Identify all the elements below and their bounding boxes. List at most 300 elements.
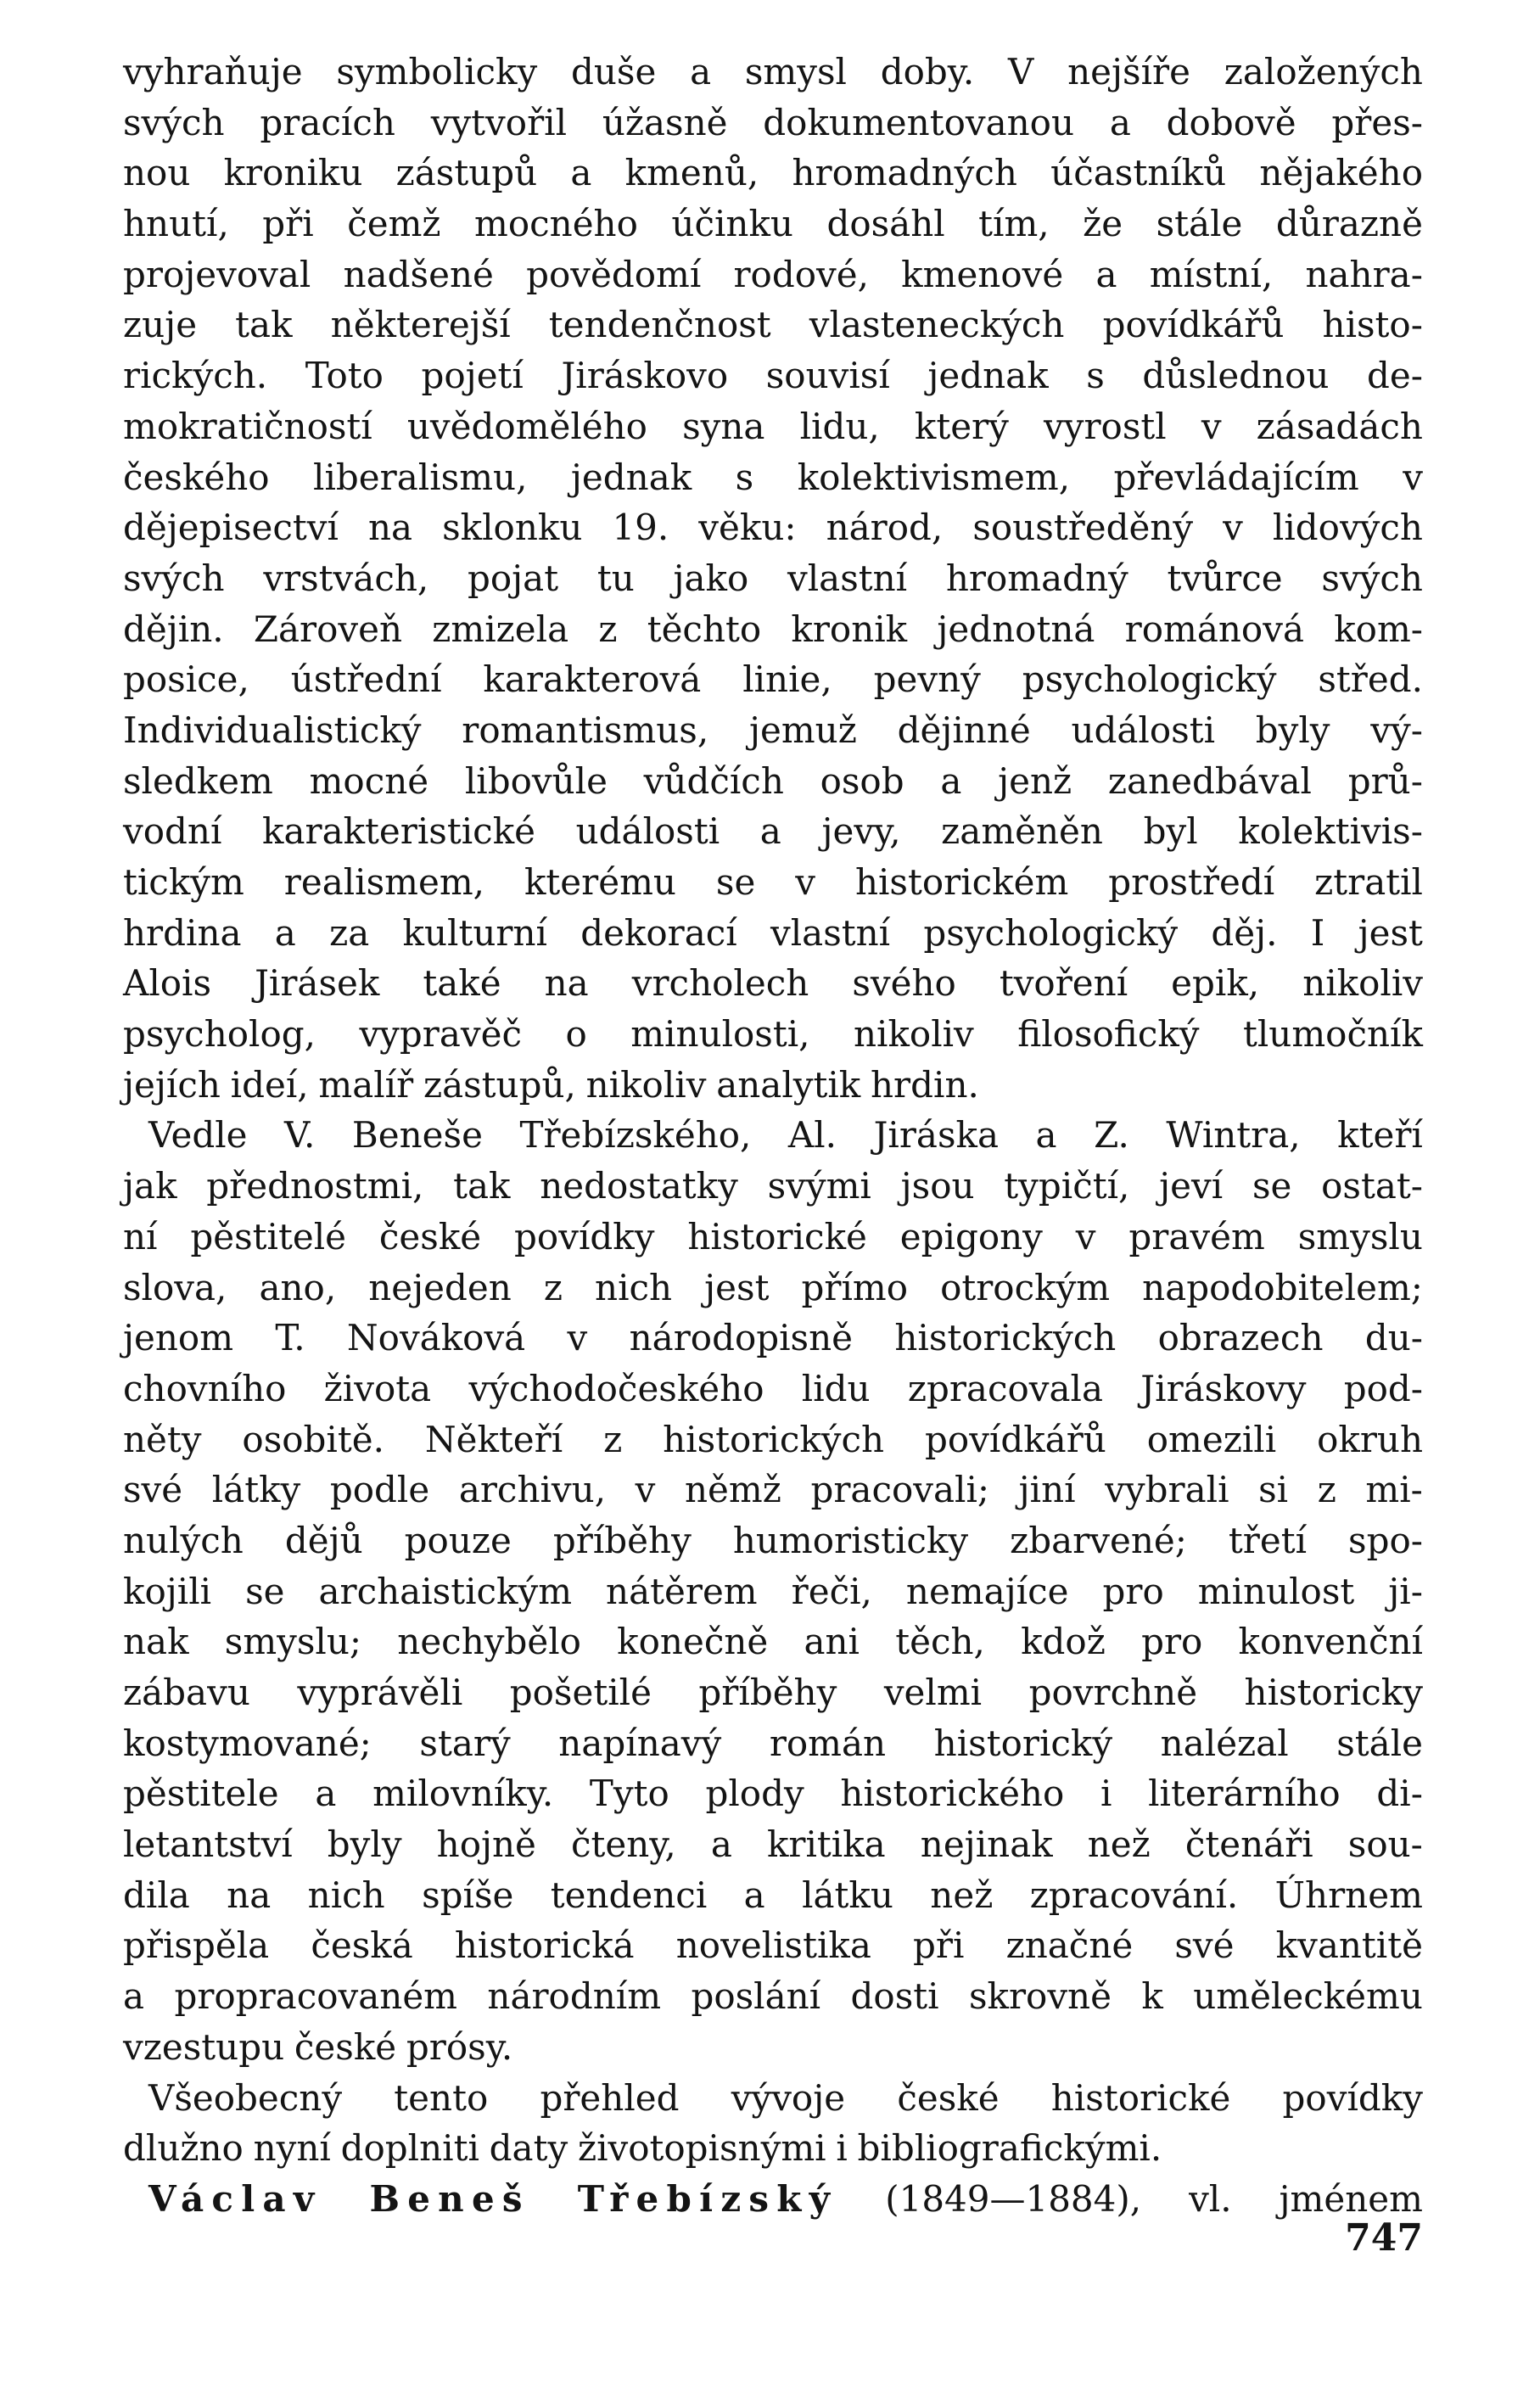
word: Václav [148, 2177, 322, 2220]
word: něty [123, 1418, 202, 1460]
word: epigony [899, 1215, 1043, 1258]
word: tlumočník [1242, 1013, 1423, 1056]
word: účinku [671, 203, 793, 245]
text-line [123, 350, 1423, 401]
word: řeči, [791, 1570, 872, 1612]
word: dosáhl [826, 203, 945, 245]
text-line [123, 604, 1423, 655]
word: historické [1050, 2076, 1231, 2119]
word: místní, [1149, 253, 1274, 295]
word: literárního [1148, 1773, 1341, 1815]
word: napínavý [558, 1722, 722, 1764]
word: a [274, 911, 296, 954]
word: syna [682, 405, 765, 447]
word: dějepisectví [123, 507, 339, 549]
word: svých [1321, 557, 1423, 599]
word: také [423, 962, 501, 1005]
word: příběhy [552, 1519, 692, 1561]
word: v [795, 861, 815, 903]
word: jiní [1018, 1469, 1076, 1511]
text-line [123, 47, 1423, 98]
word: povídkářů [1102, 304, 1285, 346]
word: jest [1358, 911, 1423, 954]
word: omezili [1146, 1418, 1277, 1460]
word: psycholog, [123, 1013, 316, 1056]
word: těchto [647, 608, 762, 650]
word: Tyto [589, 1773, 669, 1815]
word: prů- [1347, 759, 1423, 802]
word: kronik [791, 608, 908, 650]
word: zpracovala [907, 1367, 1104, 1409]
word: minulosti, [630, 1013, 810, 1056]
word: hnutí, [123, 203, 229, 245]
word: obrazech [1157, 1317, 1324, 1359]
word: historická [454, 1924, 635, 1967]
word: filosofický [1017, 1013, 1200, 1056]
word: psychologický [923, 911, 1179, 954]
word: některejší [330, 304, 511, 346]
word: v [1075, 1215, 1096, 1258]
word: česká [311, 1924, 413, 1967]
word: si [1258, 1469, 1289, 1511]
word: i [836, 2127, 848, 2170]
word: jednotná [937, 608, 1095, 650]
text-line [123, 1718, 1423, 1769]
word: povrchně [1028, 1672, 1198, 1713]
word: romantismus, [462, 709, 709, 751]
word: zuje [123, 304, 198, 346]
word: čemž [347, 203, 441, 245]
word: historických [894, 1317, 1117, 1359]
word: národ, [826, 507, 944, 549]
word: vývoje [731, 2076, 846, 2119]
word: historicky [1244, 1672, 1423, 1713]
word: národopisně [629, 1317, 854, 1359]
word: své [123, 1469, 183, 1511]
word: kritika [766, 1823, 886, 1866]
word: přehled [540, 2076, 680, 2119]
word: čtenáři [1184, 1823, 1313, 1866]
word: mocného [474, 203, 638, 245]
word: analytik [716, 1063, 861, 1106]
word: Třebízského, [519, 1114, 752, 1157]
word: hromadných [792, 152, 1017, 194]
word: převládajícím [1113, 456, 1359, 498]
word: karakterová [483, 658, 702, 701]
word: nich [307, 1874, 385, 1916]
word: osobitě. [242, 1418, 384, 1460]
word: minulost [1197, 1570, 1355, 1612]
word: přispěla [123, 1924, 270, 1967]
word: zaměněn [941, 810, 1103, 853]
word: ní [123, 1215, 158, 1258]
text-line [123, 1515, 1423, 1566]
word: pouze [404, 1519, 512, 1561]
text-line [123, 2022, 1423, 2073]
text-line [123, 1667, 1423, 1718]
word: jenž [998, 759, 1072, 802]
word: nejinak [920, 1823, 1053, 1866]
word: vrstvách, [263, 557, 429, 599]
word: a [315, 1773, 337, 1815]
word: podle [329, 1469, 430, 1511]
word: uměleckému [1193, 1975, 1423, 2018]
word: důslednou [1142, 355, 1330, 397]
word: se [1252, 1165, 1292, 1207]
text-line [123, 1768, 1423, 1819]
word: vypravěč [359, 1013, 523, 1056]
word: kom- [1334, 608, 1423, 650]
word: a [710, 1823, 732, 1866]
word: kolektivis- [1238, 810, 1423, 853]
page-number: 747 [1345, 2216, 1423, 2260]
word: že [1083, 203, 1123, 245]
word: jednak [570, 456, 692, 498]
word: prósy. [406, 2025, 513, 2068]
word: velmi [883, 1672, 983, 1713]
word: Beneše [351, 1114, 483, 1157]
word: v [1403, 456, 1423, 498]
word: románová [1124, 608, 1304, 650]
word: přes- [1331, 101, 1423, 143]
word: a [123, 1975, 145, 2018]
word: nějakého [1259, 152, 1423, 194]
word: tvůrce [1167, 557, 1283, 599]
word: zástupů, [423, 1063, 576, 1106]
text-line [123, 2073, 1423, 2124]
word: Jiráskovo [561, 355, 729, 397]
word: a [743, 1874, 765, 1916]
word: vyhraňuje [123, 51, 303, 92]
word: českého [123, 456, 270, 498]
word: novelistika [675, 1924, 871, 1967]
page-text [123, 47, 1423, 2225]
word: národním [487, 1975, 662, 2018]
word: Zároveň [253, 608, 403, 650]
word: Individualistický [123, 709, 422, 751]
word: za [329, 911, 370, 954]
word: lidu [801, 1367, 871, 1409]
word: nejšíře [1067, 51, 1190, 92]
word: Beneš [369, 2177, 530, 2220]
text-line [123, 1060, 1423, 1111]
text-line [123, 553, 1423, 604]
word: skrovně [968, 1975, 1112, 2018]
word: uvědomělého [406, 405, 647, 447]
word: události [1071, 709, 1216, 751]
word: malíř [318, 1063, 414, 1106]
word: nadšené [343, 253, 494, 295]
text-line [123, 1414, 1423, 1465]
word: kojili [123, 1570, 212, 1612]
word: daty [489, 2127, 568, 2170]
word: hrdina [123, 911, 242, 954]
word: vý- [1370, 709, 1423, 751]
word: pěstitele [123, 1773, 279, 1815]
word: historického [840, 1773, 1065, 1815]
text-line [123, 806, 1423, 857]
word: stále [1156, 203, 1243, 245]
word: než [930, 1874, 994, 1916]
word: a [570, 152, 592, 194]
word: duše [570, 51, 657, 92]
word: sklonku [442, 507, 583, 549]
word: de- [1367, 355, 1423, 397]
word: pravém [1128, 1215, 1265, 1258]
word: historický [933, 1722, 1113, 1764]
word: látku [802, 1874, 893, 1916]
word: zástupů [395, 152, 538, 194]
word: kdož [1021, 1621, 1106, 1663]
word: V. [284, 1114, 316, 1157]
word: života [323, 1367, 432, 1409]
word: kolektivismem, [797, 456, 1071, 498]
word: pro [1102, 1570, 1164, 1612]
word: letantství [123, 1823, 293, 1866]
text-line [123, 958, 1423, 1009]
word: vlastní [787, 557, 908, 599]
word: a [940, 759, 962, 802]
text-line [123, 502, 1423, 553]
text-line [123, 1263, 1423, 1314]
word: souvisí [765, 355, 890, 397]
word: a [1035, 1114, 1057, 1157]
word: dějin. [123, 608, 224, 650]
word: nikoliv [853, 1013, 974, 1056]
word: důrazně [1275, 203, 1423, 245]
word: povědomí [526, 253, 702, 295]
word: smyslu; [224, 1621, 362, 1663]
word: i [1100, 1773, 1112, 1815]
text-line [123, 1819, 1423, 1870]
word: V [1008, 51, 1034, 92]
word: z [543, 1266, 563, 1308]
word: o [565, 1013, 587, 1056]
word: děj. [1211, 911, 1278, 954]
word: di- [1376, 1773, 1423, 1815]
text-line [123, 908, 1423, 959]
word: pro [1141, 1621, 1203, 1663]
word: Z. [1094, 1114, 1129, 1157]
word: události [575, 810, 720, 853]
word: vlasteneckých [809, 304, 1065, 346]
word: na [367, 507, 413, 549]
word: slova, [123, 1266, 227, 1308]
word: v [567, 1317, 588, 1359]
word: účastníků [1050, 152, 1227, 194]
word: dlužno [123, 2127, 244, 2170]
word: kterému [524, 861, 676, 903]
word: nou [123, 152, 191, 194]
word: nyní [253, 2127, 331, 2170]
word: jsou [900, 1165, 975, 1207]
word: du- [1364, 1317, 1423, 1359]
word: bibliografickými. [857, 2127, 1162, 2170]
word: historické [687, 1215, 867, 1258]
text-line [123, 98, 1423, 148]
word: tendenčnost [548, 304, 771, 346]
word: značné [1005, 1924, 1134, 1967]
word: povídky [1282, 2076, 1423, 2119]
word: byly [327, 1823, 402, 1866]
word: z [1317, 1469, 1336, 1511]
word: ji- [1388, 1570, 1423, 1612]
word: pojat [467, 557, 559, 599]
word: hojně [436, 1823, 536, 1866]
text-line [123, 756, 1423, 807]
word: a [1109, 101, 1131, 143]
word: otrockým [940, 1266, 1111, 1308]
word: doplniti [340, 2127, 479, 2170]
word: ani [804, 1621, 860, 1663]
word: nedostatky [540, 1165, 738, 1207]
word: (1849—1884), [885, 2177, 1142, 2220]
word: soustředěný [972, 507, 1194, 549]
word: rodové, [733, 253, 869, 295]
word: byl [1143, 810, 1198, 853]
word: prostředí [1108, 861, 1275, 903]
word: nulých [123, 1519, 244, 1561]
word: Jirásek [255, 962, 380, 1005]
text-line [123, 1161, 1423, 1212]
text-line [123, 705, 1423, 756]
word: čteny, [570, 1823, 676, 1866]
word: české [897, 2076, 1000, 2119]
text-line [123, 1971, 1423, 2022]
word: ostat- [1321, 1165, 1423, 1207]
word: svého [852, 962, 956, 1005]
text-line [123, 249, 1423, 300]
word: vlastní [770, 911, 891, 954]
word: starý [419, 1722, 511, 1764]
word: chovního [123, 1367, 287, 1409]
word: lidu, [799, 405, 880, 447]
word: rických. [123, 355, 268, 397]
word: konečně [617, 1621, 769, 1663]
word: vl. [1189, 2177, 1232, 2220]
word: kmenů, [624, 152, 759, 194]
word: typičtí, [1004, 1165, 1130, 1207]
word: vyrostl [1044, 405, 1167, 447]
word: v [1201, 405, 1222, 447]
word: který [914, 405, 1009, 447]
word: Jiráskovy [1140, 1367, 1307, 1409]
word: hrdin. [871, 1063, 979, 1106]
word: Wintra, [1166, 1114, 1301, 1157]
word: stále [1336, 1722, 1423, 1764]
word: s [1086, 355, 1105, 397]
word: nemajíce [905, 1570, 1069, 1612]
word: vyprávěli [297, 1672, 463, 1713]
word: zpracování. [1029, 1874, 1239, 1916]
word: pošetilé [509, 1672, 652, 1713]
word: historických [663, 1418, 885, 1460]
text-line [123, 1870, 1423, 1921]
word: tento [394, 2076, 489, 2119]
word: a [759, 810, 781, 853]
word: a [690, 51, 712, 92]
word: osob [820, 759, 904, 802]
word: vodní [123, 810, 222, 853]
word: spo- [1348, 1519, 1423, 1561]
word: s [735, 456, 754, 498]
text-line [123, 1212, 1423, 1263]
word: smysl [744, 51, 847, 92]
word: zábavu [123, 1672, 250, 1713]
word: napodobitelem; [1142, 1266, 1423, 1308]
word: na [227, 1874, 272, 1916]
word: z [598, 608, 618, 650]
word: zanedbával [1107, 759, 1312, 802]
word: kostymované; [123, 1722, 372, 1764]
word: východočeského [468, 1367, 764, 1409]
word: příběhy [698, 1672, 837, 1713]
word: sou- [1347, 1823, 1423, 1866]
word: symbolicky [336, 51, 538, 92]
word: české [378, 1215, 482, 1258]
word: ztratil [1314, 861, 1423, 903]
word: jevy, [821, 810, 901, 853]
word: své [1174, 1924, 1235, 1967]
word: konvenční [1238, 1621, 1423, 1663]
word: povídkářů [925, 1418, 1106, 1460]
word: hromadný [945, 557, 1128, 599]
word: dobově [1166, 101, 1296, 143]
word: ideí, [230, 1063, 309, 1106]
text-line [123, 2123, 1423, 2174]
word: z [603, 1418, 623, 1460]
word: dekorací [580, 911, 737, 954]
word: Úhrnem [1274, 1874, 1423, 1916]
word: jejích [123, 1063, 221, 1106]
word: povídky [514, 1215, 655, 1258]
word: ano, [259, 1266, 337, 1308]
word: k [1141, 1975, 1163, 2018]
text-line [123, 2174, 1423, 2225]
word: pevný [873, 658, 981, 701]
word: těch, [895, 1621, 985, 1663]
word: se [245, 1570, 285, 1612]
word: a [1095, 253, 1117, 295]
word: se [715, 861, 756, 903]
word: sledkem [123, 759, 273, 802]
word: kulturní [402, 911, 547, 954]
word: ústřední [290, 658, 442, 701]
word: látky [211, 1469, 301, 1511]
word: nechybělo [397, 1621, 581, 1663]
text-line [123, 300, 1423, 350]
text-line [123, 857, 1423, 908]
word: Toto [305, 355, 384, 397]
word: tvoření [999, 962, 1128, 1005]
word: okruh [1317, 1418, 1423, 1460]
word: tím, [978, 203, 1050, 245]
word: realismem, [283, 861, 485, 903]
word: lidových [1272, 507, 1423, 549]
word: životopisnými [577, 2127, 826, 2170]
word: dějů [284, 1519, 363, 1561]
word: svých [123, 101, 225, 143]
word: jemuž [748, 709, 857, 751]
text-line [123, 1313, 1423, 1364]
word: 19. [612, 507, 669, 549]
text-line [123, 654, 1423, 705]
word: vytvořil [430, 101, 568, 143]
word: pracích [260, 101, 395, 143]
word: psychologický [1022, 658, 1277, 701]
text-line [123, 1009, 1423, 1060]
word: pracovali; [810, 1469, 990, 1511]
